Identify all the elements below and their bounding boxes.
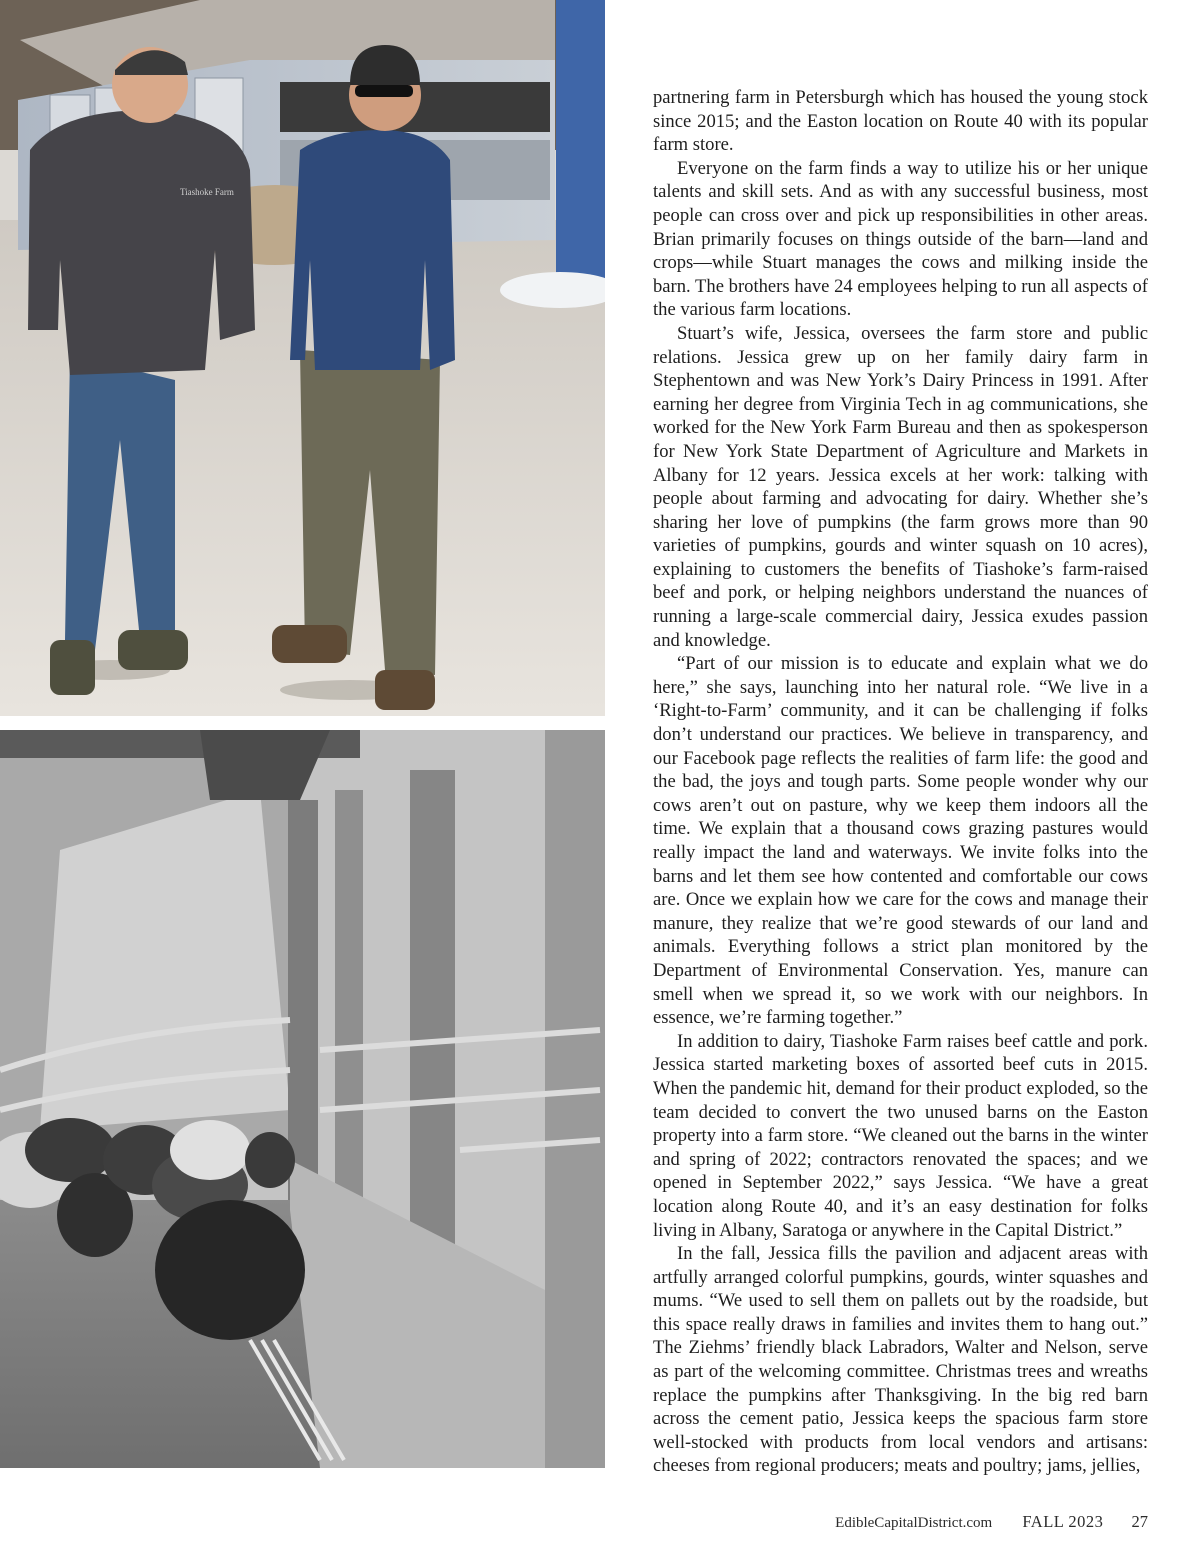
article-paragraph: Stuart’s wife, Jessica, oversees the farm store and public relations. Jessica grew up on her family dairy farm in Stephentown and was New York’s Dairy Princess in 1991. After earning her degree from Virginia Tech in ag communications, she worked for the New York Farm Bureau and then as spokesperson for New York State Department of Agriculture and Markets in Albany for 12 years. Jessica excels at her work: talking with people about farming and advocating for dairy. Whether she’s sharing her love of pumpkins (the farm grows more than 90 varieties of pumpkins, gourds and winter squash on 10 acres), explaining to customers the benefits of Tiashoke’s farm-raised beef and pork, or helping neighbors understand the nuances of running a large-scale commercial dairy, Jessica exudes passion and knowledge. (653, 322, 1148, 651)
page-number: 27 (1131, 1512, 1148, 1531)
article-paragraph: “Part of our mission is to educate and explain what we do here,” she says, launching into her natural role. “We live in a ‘Right-to-Farm’ community, and it can be challenging if folks don’t understand our practices. We believe in transparency, and our Facebook page reflects the realities of farm life: the good and the bad, the joys and tough parts. Some people wonder why our cows aren’t out on pasture, why we keep them indoors all the time. We explain that a thousand cows grazing pastures would really impact the land and waterways. We invite folks into the barns and let them see how contented and comfortable our cows are. Once we explain how we care for the cows and manage their manure, they realize that we’re good stewards of our land and animals. Everything follows a strict plan monitored by the Department of Environmental Conservation. Yes, manure can smell when we spread it, so we work with our neighbors. In essence, we’re farming together.” (653, 653, 1148, 1029)
blue-silo (556, 0, 605, 300)
article-paragraph: In addition to dairy, Tiashoke Farm raises beef cattle and pork. Jessica started marketing boxes of assorted beef cuts in 2015. When the pandemic hit, demand for their product exploded, so the team decided to convert the two unused barns on the Easton property into a farm store. “We cleaned out the barns in the winter and spring of 2022; contractors renovated the spaces; and we opened in September 2022,” says Jessica. “We have a great location along Route 40, and it’s an easy destination for folks living in Albany, Saratoga or anywhere in the Capital District.” (653, 1030, 1148, 1241)
page-footer (835, 1512, 1148, 1532)
article-paragraph: Everyone on the farm finds a way to utilize his or her unique talents and skill sets. And as with any successful business, most people can cross over and pick up responsibilities in other areas. Brian primarily focuses on things outside of the barn—land and crops—while Stuart manages the cows and milking inside the barn. The brothers have 24 employees helping to run all aspects of the various farm locations. (653, 157, 1148, 321)
farmers-illustration (0, 0, 605, 716)
photo-pigs-in-barn (0, 730, 605, 1468)
article-body (653, 86, 1148, 1478)
footer-website[interactable]: EdibleCapitalDistrict.com (835, 1515, 993, 1531)
article-paragraph: In the fall, Jessica fills the pavilion and adjacent areas with artfully arranged colorful pumpkins, gourds, winter squashes and mums. “We used to sell them on pallets out by the roadside, but this space really draws in families and invites them to hang out.” The Ziehms’ friendly black Labradors, Walter and Nelson, serve as part of the welcoming committee. Christmas trees and wreaths replace the pumpkins after Thanksgiving. In the big red barn across the cement patio, Jessica keeps the spacious farm store well-stocked with products from local vendors and artisans: cheeses from regional producers; meats and poultry; jams, jellies, (653, 1243, 1148, 1477)
photo-farmers-by-barn (0, 0, 605, 716)
pigs-illustration (0, 730, 605, 1468)
hoodie-logo: Tiashoke Farm (180, 187, 234, 197)
footer-issue: FALL 2023 (1022, 1512, 1104, 1531)
article-paragraph: partnering farm in Petersburgh which has housed the young stock since 2015; and the Easton location on Route 40 with its popular farm store. (653, 87, 1148, 156)
